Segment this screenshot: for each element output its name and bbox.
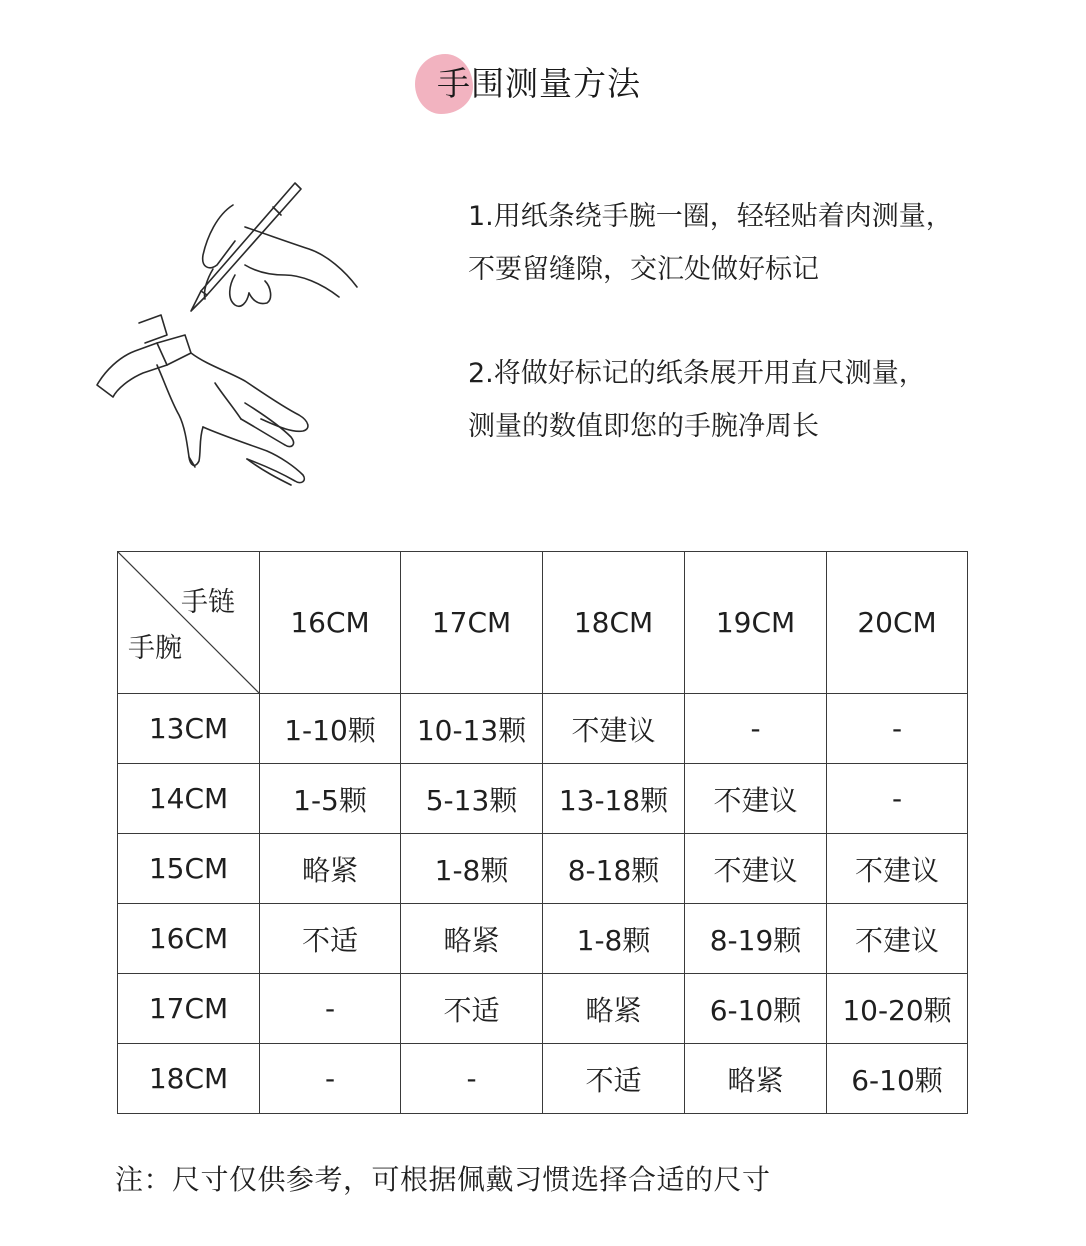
instruction-line: 不要留缝隙，交汇处做好标记 — [468, 254, 819, 285]
instruction-step — [468, 190, 1058, 296]
table-cell: 略紧 — [543, 974, 685, 1044]
table-cell: 不建议 — [543, 694, 685, 764]
table-cell: 1-8颗 — [401, 834, 543, 904]
column-header: 20CM — [827, 552, 968, 694]
table-cell: 10-20颗 — [827, 974, 968, 1044]
column-header: 16CM — [260, 552, 401, 694]
table-row — [118, 974, 968, 1044]
table-row — [118, 834, 968, 904]
table-cell: 不建议 — [685, 764, 827, 834]
corner-label-bracelet: 手链 — [181, 587, 235, 618]
row-header: 13CM — [118, 694, 260, 764]
table-cell: 略紧 — [260, 834, 401, 904]
size-disclaimer-note: 注：尺寸仅供参考，可根据佩戴习惯选择合适的尺寸 — [115, 1163, 771, 1196]
table-cell: 1-8颗 — [543, 904, 685, 974]
instruction-step — [468, 347, 1058, 453]
table-row — [118, 764, 968, 834]
table-cell: - — [260, 1044, 401, 1114]
size-chart-table — [117, 551, 968, 1114]
table-cell: - — [827, 764, 968, 834]
table-cell: 6-10颗 — [685, 974, 827, 1044]
page-title-block — [415, 52, 675, 116]
row-header: 18CM — [118, 1044, 260, 1114]
table-header-row — [118, 552, 968, 694]
table-cell: - — [827, 694, 968, 764]
row-header: 14CM — [118, 764, 260, 834]
row-header: 15CM — [118, 834, 260, 904]
column-header: 18CM — [543, 552, 685, 694]
table-cell: - — [401, 1044, 543, 1114]
table-cell: 不建议 — [685, 834, 827, 904]
table-cell: 5-13颗 — [401, 764, 543, 834]
column-header: 17CM — [401, 552, 543, 694]
table-corner-cell — [118, 552, 260, 694]
table-cell: - — [260, 974, 401, 1044]
instruction-line: 2.将做好标记的纸条展开用直尺测量， — [468, 358, 926, 389]
column-header: 19CM — [685, 552, 827, 694]
table-cell: 6-10颗 — [827, 1044, 968, 1114]
table-row — [118, 1044, 968, 1114]
measurement-instructions — [468, 190, 1058, 453]
table-cell: 略紧 — [685, 1044, 827, 1114]
table-cell: 8-19颗 — [685, 904, 827, 974]
row-header: 16CM — [118, 904, 260, 974]
row-header: 17CM — [118, 974, 260, 1044]
instruction-line: 测量的数值即您的手腕净周长 — [468, 411, 819, 442]
corner-diagonal-line — [118, 552, 259, 693]
instruction-line: 1.用纸条绕手腕一圈，轻轻贴着肉测量， — [468, 201, 953, 232]
corner-label-wrist: 手腕 — [128, 633, 182, 664]
table-cell: 1-5颗 — [260, 764, 401, 834]
table-row — [118, 694, 968, 764]
table-cell: 不建议 — [827, 834, 968, 904]
page-title: 手围测量方法 — [437, 64, 641, 103]
table-cell: 10-13颗 — [401, 694, 543, 764]
hand-measuring-wrist-illustration — [95, 175, 375, 490]
table-cell: 略紧 — [401, 904, 543, 974]
table-cell: 不适 — [543, 1044, 685, 1114]
table-cell: 不适 — [260, 904, 401, 974]
table-cell: 8-18颗 — [543, 834, 685, 904]
table-row — [118, 904, 968, 974]
table-cell: 1-10颗 — [260, 694, 401, 764]
table-cell: 13-18颗 — [543, 764, 685, 834]
table-cell: 不适 — [401, 974, 543, 1044]
table-cell: - — [685, 694, 827, 764]
table-cell: 不建议 — [827, 904, 968, 974]
